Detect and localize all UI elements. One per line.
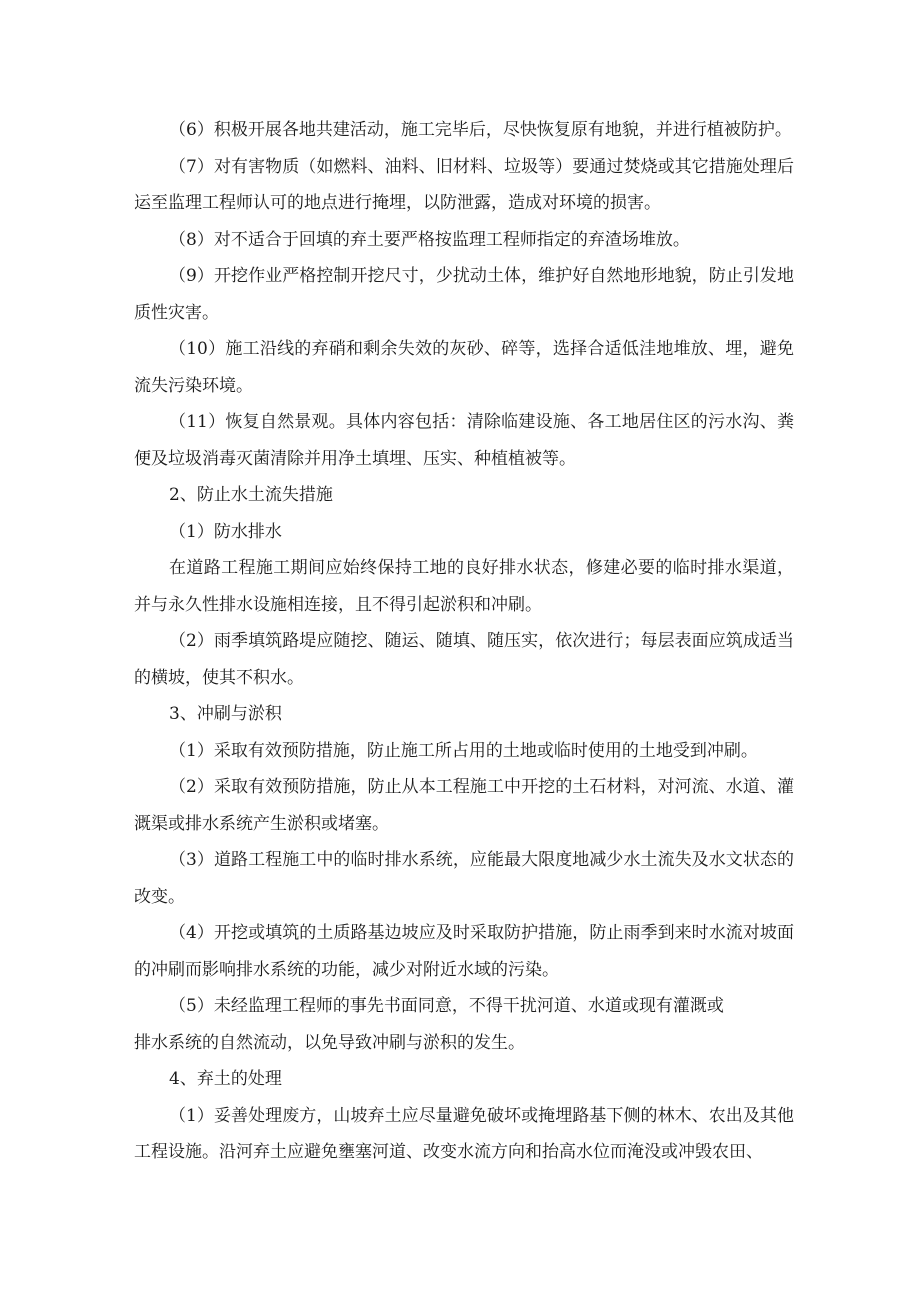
document-body <box>134 112 794 1171</box>
paragraph-scour-3: （3）道路工程施工中的临时排水系统，应能最大限度地减少水土流失及水文状态的改变。 <box>134 850 794 907</box>
paragraph-item-6: （6）积极开展各地共建活动，施工完毕后，尽快恢复原有地貌，并进行植被防护。 <box>169 120 792 140</box>
paragraph-item-10: （10）施工沿线的弃硝和剩余失效的灰砂、碎等，选择合适低洼地堆放、埋，避免流失污染环境。 <box>134 339 794 396</box>
paragraph-spoil-1: （1）妥善处理废方，山坡弃土应尽量避免破坏或掩埋路基下侧的林木、农出及其他工程设施。沿河弃土应避免壅塞河道、改变水流方向和抬高水位而淹没或冲毁农田、 <box>134 1105 794 1162</box>
paragraph-scour-5-line-2: 排水系统的自然流动，以免导致冲刷与淤积的发生。 <box>134 1032 525 1053</box>
subheading-drainage: （1）防水排水 <box>169 521 282 542</box>
paragraph-item-7: （7）对有害物质（如燃料、油料、旧材料、垃圾等）要通过焚烧或其它措施处理后运至监理工程师认可的地点进行掩埋，以防泄露，造成对环境的损害。 <box>134 156 794 213</box>
paragraph-item-8: （8）对不适合于回填的弃土要严格按监理工程师指定的弃渣场堆放。 <box>169 229 690 250</box>
section-heading-2: 2、防止水土流失措施 <box>169 485 333 505</box>
paragraph-item-9: （9）开挖作业严格控制开挖尺寸，少扰动土体，维护好自然地形地貌，防止引发地质性灾害。 <box>134 266 794 323</box>
paragraph-scour-5-line-1: （5）未经监理工程师的事先书面同意，不得干扰河道、水道或现有灌溉或 <box>169 996 724 1016</box>
paragraph-scour-1: （1）采取有效预防措施，防止施工所占用的土地或临时使用的土地受到冲刷。 <box>169 740 758 761</box>
paragraph-scour-4: （4）开挖或填筑的土质路基边坡应及时采取防护措施，防止雨季到来时水流对坡面的冲刷而影响排水系统的功能，减少对附近水域的污染。 <box>134 923 794 980</box>
paragraph-drainage-body: 在道路工程施工期间应始终保持工地的良好排水状态，修建必要的临时排水渠道，并与永久性排水设施相连接，且不得引起淤积和冲刷。 <box>134 558 794 615</box>
section-heading-3: 3、冲刷与淤积 <box>169 704 282 724</box>
paragraph-item-11: （11）恢复自然景观。具体内容包括：清除临建设施、各工地居住区的污水沟、粪便及垃圾消毒灭菌清除并用净土填埋、压实、种植植被等。 <box>134 412 794 469</box>
section-heading-4: 4、弃土的处理 <box>169 1069 282 1089</box>
paragraph-rainy-season: （2）雨季填筑路堤应随挖、随运、随填、随压实，依次进行；每层表面应筑成适当的横坡，使其不积水。 <box>134 631 794 688</box>
paragraph-scour-2: （2）采取有效预防措施，防止从本工程施工中开挖的土石材料，对河流、水道、灌溉渠或排水系统产生淤积或堵塞。 <box>134 777 794 834</box>
